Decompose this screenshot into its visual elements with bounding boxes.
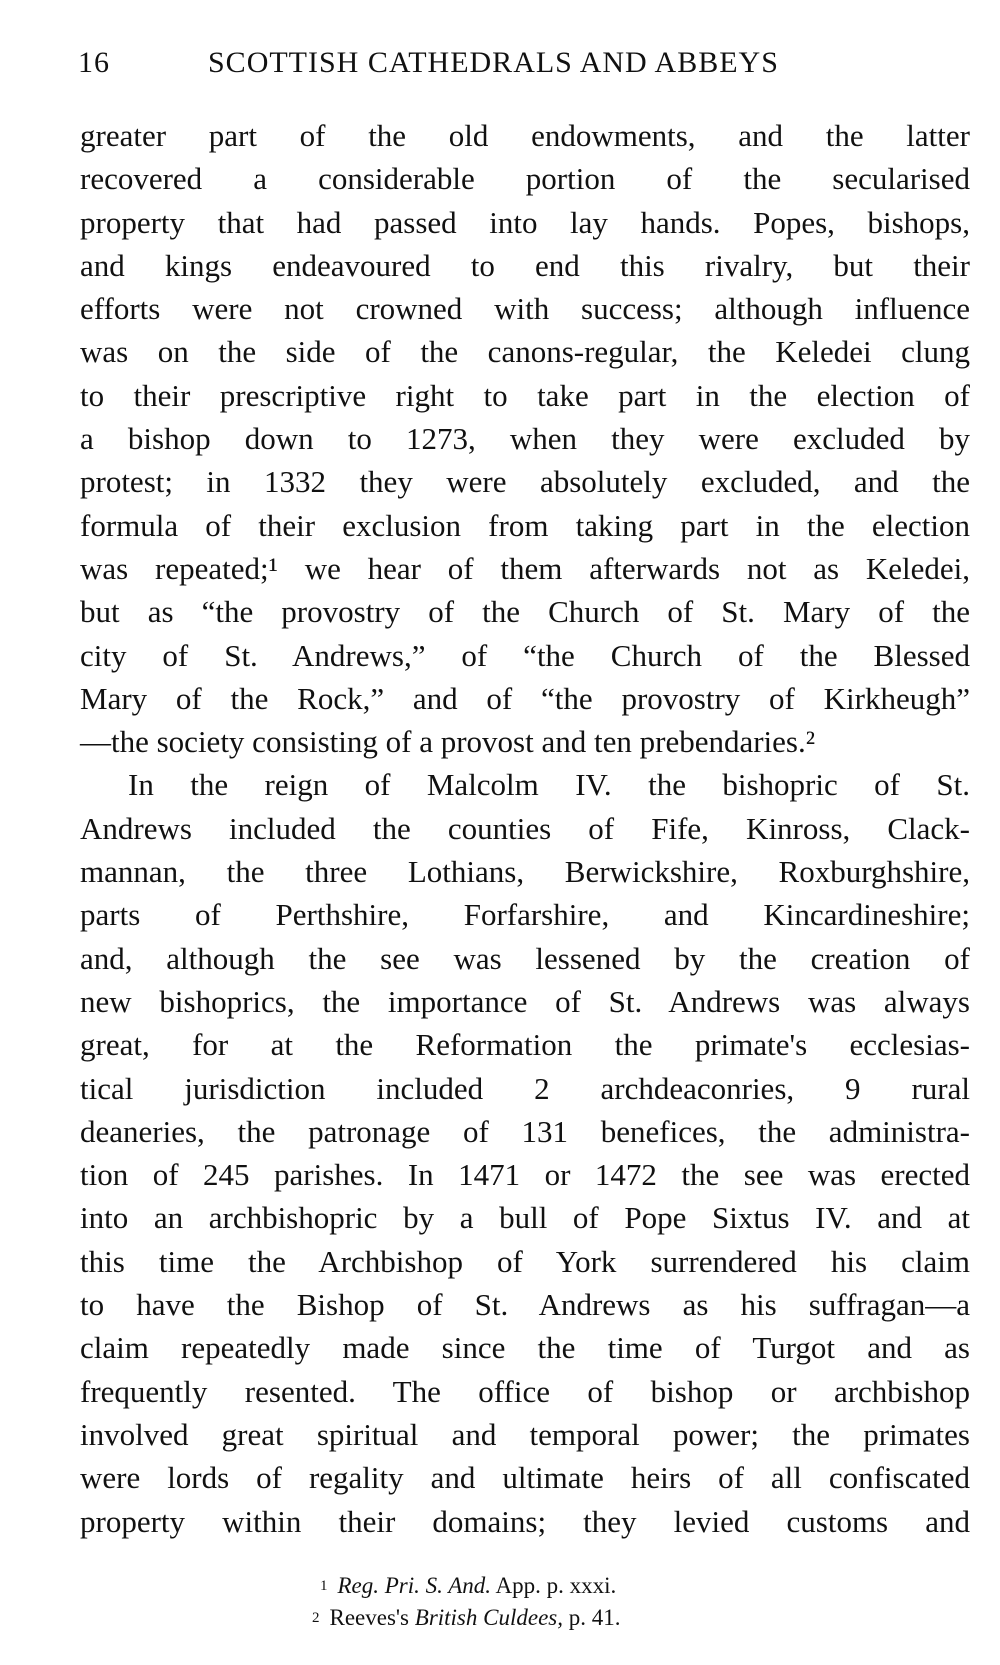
text-line: was on the side of the canons-regular, the Keledei clung	[80, 334, 970, 370]
page-header	[78, 46, 978, 86]
text-line: and kings endeavoured to end this rivalry, but their	[80, 247, 970, 283]
footnote-1	[320, 1571, 616, 1601]
text-line: a bishop down to 1273, when they were excluded by	[80, 421, 970, 457]
footnote-reference: p. 41.	[563, 1605, 621, 1630]
text-line: claim repeatedly made since the time of Turgot and as	[80, 1330, 970, 1366]
footnote-reference: App. p. xxxi.	[491, 1573, 617, 1598]
text-line: this time the Archbishop of York surrendered his claim	[80, 1243, 970, 1279]
text-line: property within their domains; they levied customs and	[80, 1503, 970, 1539]
text-line: involved great spiritual and temporal power; the primates	[80, 1416, 970, 1452]
text-line: to have the Bishop of St. Andrews as his suffragan—a	[80, 1287, 970, 1323]
text-line: but as “the provostry of the Church of St. Mary of the	[80, 594, 970, 630]
text-line: were lords of regality and ultimate heirs of all confiscated	[80, 1460, 970, 1496]
text-line: mannan, the three Lothians, Berwickshire, Roxburghshire,	[80, 854, 970, 890]
text-line: tical jurisdiction included 2 archdeaconries, 9 rural	[80, 1070, 970, 1106]
text-line: frequently resented. The office of bishop or archbishop	[80, 1373, 970, 1409]
body-text	[80, 114, 970, 1543]
text-line: In the reign of Malcolm IV. the bishopric of St.	[128, 767, 970, 803]
text-line: recovered a considerable portion of the secularised	[80, 161, 970, 197]
footnote-source-title: Reg. Pri. S. And.	[337, 1573, 492, 1598]
text-line: efforts were not crowned with success; although influence	[80, 291, 970, 327]
text-line: great, for at the Reformation the primate's ecclesias-	[80, 1027, 970, 1063]
text-line: parts of Perthshire, Forfarshire, and Kincardineshire;	[80, 897, 970, 933]
text-line: to their prescriptive right to take part in the election of	[80, 377, 970, 413]
footnote-mark: 2	[312, 1610, 320, 1626]
footnote-author: Reeves's	[329, 1605, 415, 1630]
text-line: into an archbishopric by a bull of Pope Sixtus IV. and at	[80, 1200, 970, 1236]
footnote-mark: 1	[320, 1578, 328, 1594]
text-line: city of St. Andrews,” of “the Church of the Blessed	[80, 637, 970, 673]
text-line: tion of 245 parishes. In 1471 or 1472 the see was erected	[80, 1157, 970, 1193]
text-line: new bishoprics, the importance of St. Andrews was always	[80, 983, 970, 1019]
text-line: was repeated;¹ we hear of them afterwards not as Keledei,	[80, 550, 970, 586]
running-title: SCOTTISH CATHEDRALS AND ABBEYS	[208, 46, 779, 79]
footnote-source-title: British Culdees,	[414, 1605, 563, 1630]
page-number: 16	[78, 46, 110, 79]
text-line: and, although the see was lessened by the creation of	[80, 940, 970, 976]
text-line: Andrews included the counties of Fife, Kinross, Clack-	[80, 810, 970, 846]
text-line: Mary of the Rock,” and of “the provostry of Kirkheugh”	[80, 680, 970, 716]
text-line: —the society consisting of a provost and ten prebendaries.²	[80, 724, 816, 760]
footnote-2	[312, 1603, 621, 1633]
text-line: property that had passed into lay hands. Popes, bishops,	[80, 204, 970, 240]
text-line: greater part of the old endowments, and the latter	[80, 118, 970, 153]
text-line: formula of their exclusion from taking part in the election	[80, 507, 970, 543]
text-line: protest; in 1332 they were absolutely excluded, and the	[80, 464, 970, 500]
text-line: deaneries, the patronage of 131 benefices, the administra-	[80, 1113, 970, 1149]
